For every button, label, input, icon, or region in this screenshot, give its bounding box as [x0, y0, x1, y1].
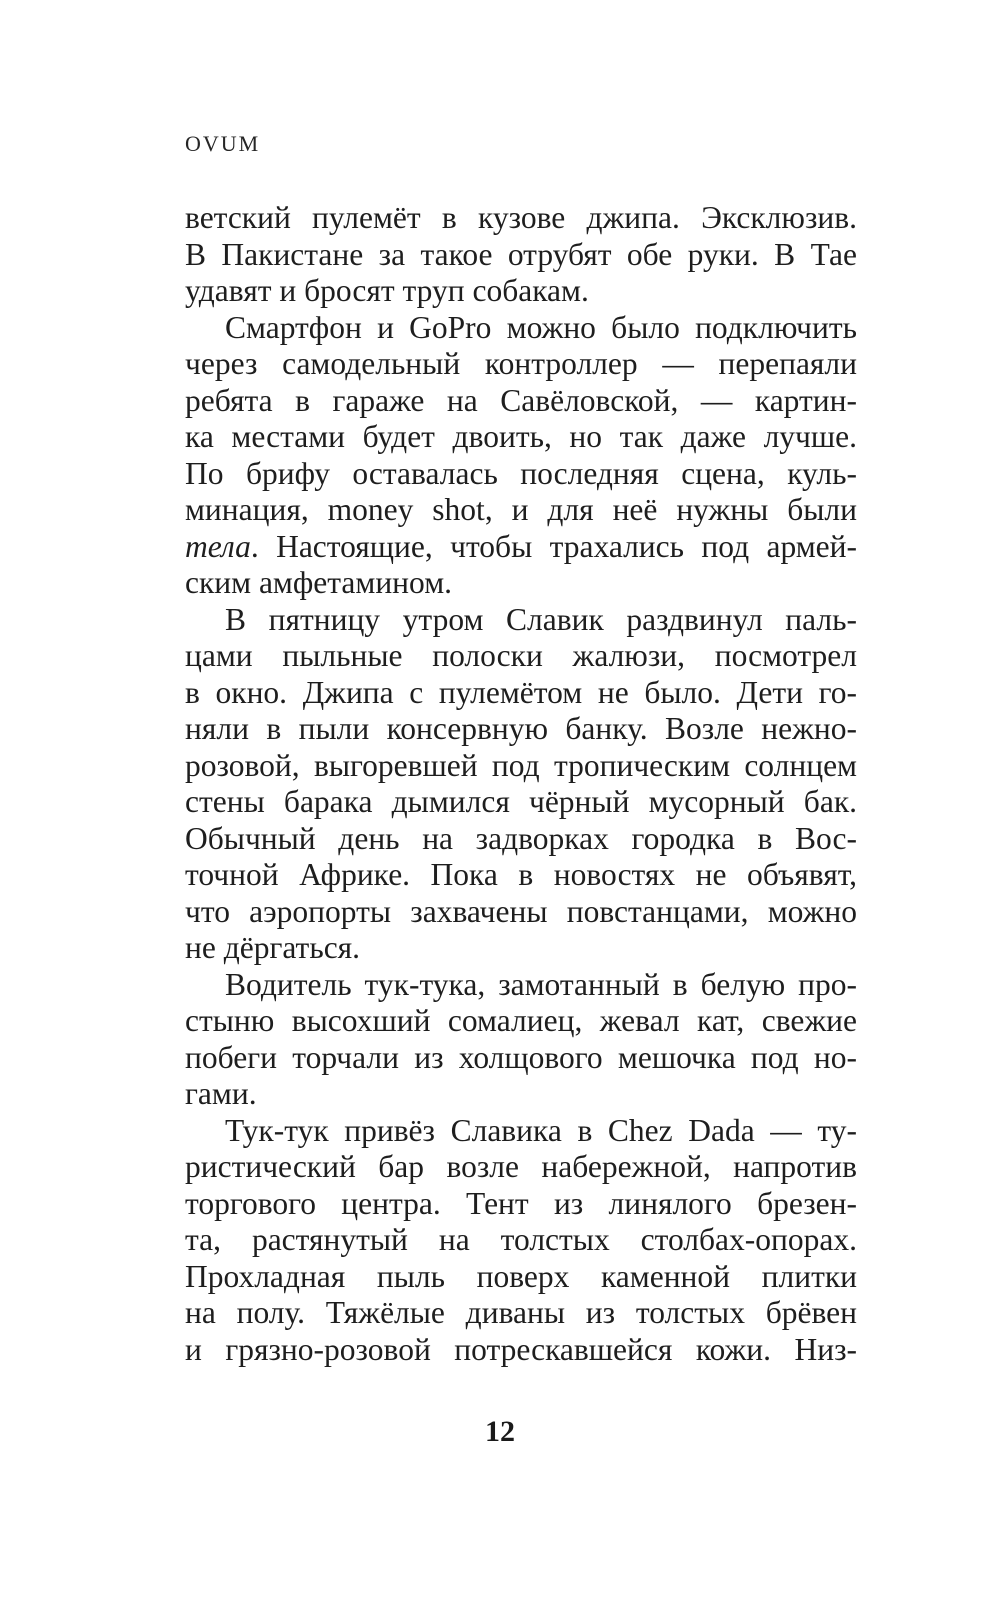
text-line: побеги торчали из холщового мешочка под но- [185, 1039, 857, 1075]
text-line: Прохладная пыль поверх каменной плитки [185, 1258, 857, 1294]
body-text [185, 200, 857, 1368]
text-line: через самодельный контроллер — перепаяли [185, 346, 857, 381]
text-line: не дёргаться. [185, 930, 361, 965]
text-line: на полу. Тяжёлые диваны из толстых брёвен [185, 1295, 857, 1330]
text-line: В Пакистане за такое отрубят обе руки. В Тае [185, 236, 857, 272]
text-line: в окно. Джипа с пулемётом не было. Дети го- [185, 674, 857, 710]
text-line: По брифу оставалась последняя сцена, куль- [185, 455, 857, 491]
text-line: гами. [185, 1076, 257, 1111]
text-line [185, 529, 857, 566]
text-line: Смартфон и GoPro можно было подключить [225, 309, 857, 345]
text-line: удавят и бросят труп собакам. [185, 273, 589, 308]
text-line: няли в пыли консервную банку. Возле нежно- [185, 711, 857, 746]
text-line: ка местами будет двоить, но так даже лучше. [185, 419, 857, 454]
text-line: В пятницу утром Славик раздвинул паль- [225, 601, 857, 637]
text-line: точной Африке. Пока в новостях не объявят, [185, 857, 857, 892]
text-line: ским амфетамином. [185, 565, 452, 600]
text-line: ветский пулемёт в кузове джипа. Эксклюзив. [185, 200, 857, 235]
text-line: торгового центра. Тент из линялого брезен- [185, 1185, 857, 1221]
text-line: и грязно-розовой потрескавшейся кожи. Низ- [185, 1331, 857, 1367]
text-line: что аэропорты захвачены повстанцами, можно [185, 893, 857, 929]
text-line: ребята в гараже на Савёловской, — картин- [185, 382, 857, 418]
page-number: 12 [485, 1415, 515, 1448]
emphasized-word: тела [185, 528, 251, 564]
text-line: Водитель тук-тука, замотанный в белую про- [225, 966, 857, 1002]
text-line: стыню высохший сомалиец, жевал кат, свежие [185, 1003, 857, 1038]
text-line: стены барака дымился чёрный мусорный бак. [185, 784, 857, 819]
text-line: та, растянутый на толстых столбах-опорах. [185, 1222, 857, 1257]
text-line: Обычный день на задворках городка в Вос- [185, 820, 857, 856]
text-line: минация, money shot, и для неё нужны были [185, 492, 857, 527]
text-line-rest: . Настоящие, чтобы трахались под армей- [250, 528, 857, 564]
text-line: Тук-тук привёз Славика в Chez Dada — ту- [225, 1112, 857, 1148]
text-line: розовой, выгоревшей под тропическим солнцем [185, 747, 857, 783]
text-line: цами пыльные полоски жалюзи, посмотрел [185, 638, 857, 673]
running-head: OVUM [185, 131, 261, 156]
text-line: ристический бар возле набережной, напротив [185, 1149, 857, 1184]
